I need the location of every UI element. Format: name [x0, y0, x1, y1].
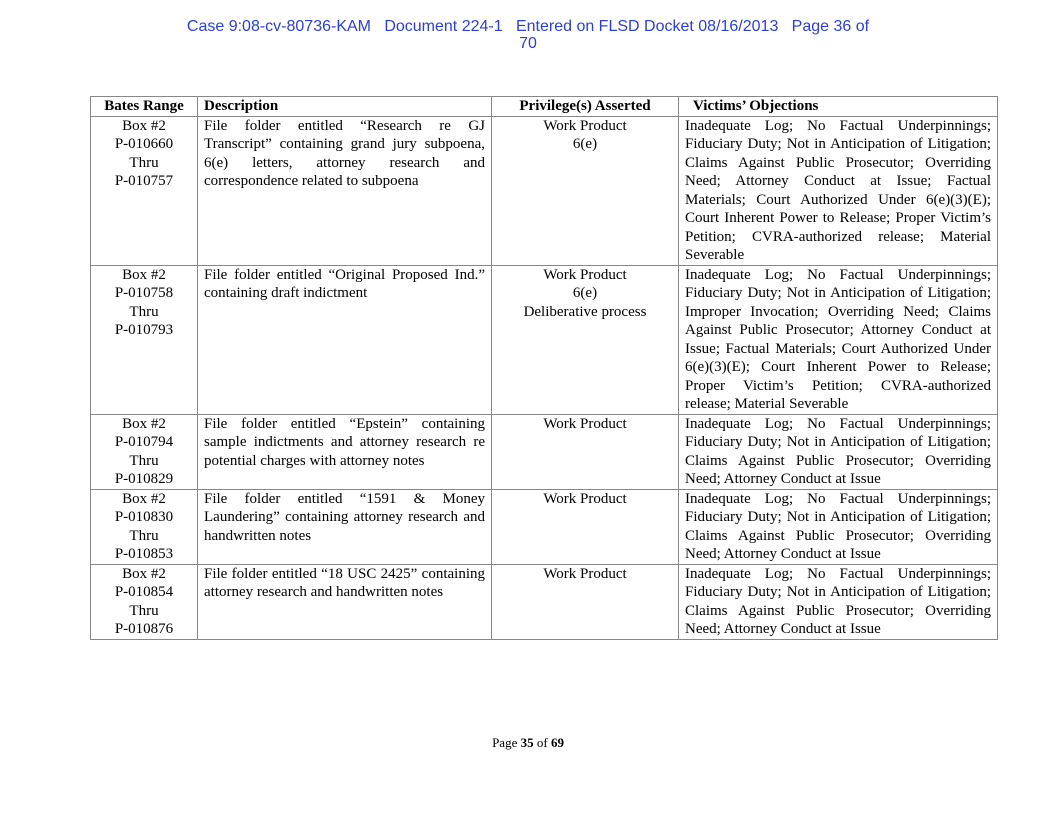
- privileges-cell: [492, 564, 679, 639]
- table-row: [91, 414, 998, 489]
- privilege-item: Deliberative process: [523, 303, 647, 320]
- header-victims-objections: Victims’ Objections: [679, 97, 998, 117]
- bates-line: Thru: [129, 527, 159, 544]
- stamp-line-1: Case 9:08-cv-80736-KAM Document 224-1 Entered on FLSD Docket 08/16/2013 Page 36 of: [186, 18, 870, 35]
- privileges-cell: [492, 489, 679, 564]
- page-footer: [0, 735, 1056, 751]
- description-cell: File folder entitled “Research re GJ Transcript” containing grand jury subpoena, 6(e) letters, attorney research and correspondence related to subpoena: [198, 116, 492, 265]
- bates-line: P-010830: [114, 509, 174, 525]
- footer-total-pages: 69: [550, 735, 564, 750]
- footer-current-page: 35: [520, 735, 534, 750]
- bates-line: P-010793: [114, 322, 174, 338]
- bates-line: Box #2: [122, 415, 166, 432]
- bates-range-cell: [91, 265, 198, 414]
- description-cell: File folder entitled “Epstein” containing sample indictments and attorney research re potential charges with attorney notes: [198, 414, 492, 489]
- table-row: [91, 489, 998, 564]
- table-row: [91, 564, 998, 639]
- bates-range-cell: [91, 414, 198, 489]
- privilege-item: 6(e): [572, 285, 598, 301]
- privilege-item: Work Product: [543, 490, 627, 507]
- description-cell: File folder entitled “18 USC 2425” containing attorney research and handwritten notes: [198, 564, 492, 639]
- objections-cell: Inadequate Log; No Factual Underpinnings; Fiduciary Duty; Not in Anticipation of Litigation; Claims Against Public Prosecutor; Overriding Need; Attorney Conduct at Issue: [679, 414, 998, 489]
- privilege-log-table: [90, 96, 998, 640]
- table-header-row: [91, 97, 998, 117]
- bates-line: Thru: [129, 303, 159, 320]
- objections-cell: Inadequate Log; No Factual Underpinnings; Fiduciary Duty; Not in Anticipation of Litigation; Claims Against Public Prosecutor; Overriding Need; Attorney Conduct at Issue; Factual Materials; Court Authorized Under 6(e)(3)(E); Court Inherent Power to Release; Proper Victim’s Petition; CVRA-authorized release; Material Severable: [679, 116, 998, 265]
- bates-line: Box #2: [122, 266, 166, 283]
- bates-range-cell: [91, 116, 198, 265]
- objections-cell: Inadequate Log; No Factual Underpinnings; Fiduciary Duty; Not in Anticipation of Litigation; Claims Against Public Prosecutor; Overriding Need; Attorney Conduct at Issue: [679, 489, 998, 564]
- privileges-cell: [492, 116, 679, 265]
- bates-line: Box #2: [122, 117, 166, 134]
- objections-cell: Inadequate Log; No Factual Underpinnings; Fiduciary Duty; Not in Anticipation of Litigation; Improper Invocation; Overriding Need; Claims Against Public Prosecutor; Attorney Conduct at Issue; Factual Materials; Court Authorized Under 6(e)(3)(E); Court Inherent Power to Release; Proper Victim’s Petition; CVRA-authorized release; Material Severable: [679, 265, 998, 414]
- bates-line: Thru: [129, 602, 159, 619]
- description-cell: File folder entitled “1591 & Money Laundering” containing attorney research and handwritten notes: [198, 489, 492, 564]
- privilege-item: Work Product: [543, 266, 627, 283]
- bates-line: P-010757: [114, 173, 174, 189]
- footer-of: of: [536, 735, 548, 750]
- table-row: [91, 116, 998, 265]
- description-cell: File folder entitled “Original Proposed Ind.” containing draft indictment: [198, 265, 492, 414]
- bates-line: P-010758: [114, 285, 174, 301]
- bates-line: Box #2: [122, 490, 166, 507]
- header-privileges: Privilege(s) Asserted: [492, 97, 679, 117]
- stamp-line-2: 70: [519, 34, 537, 52]
- bates-line: P-010876: [114, 621, 174, 637]
- bates-range-cell: [91, 564, 198, 639]
- privileges-cell: [492, 265, 679, 414]
- bates-line: Box #2: [122, 565, 166, 582]
- privilege-item: Work Product: [543, 415, 627, 432]
- bates-line: P-010829: [114, 471, 174, 487]
- court-filing-stamp: [0, 19, 1056, 52]
- bates-line: P-010853: [114, 546, 174, 562]
- bates-line: Thru: [129, 154, 159, 171]
- bates-line: Thru: [129, 452, 159, 469]
- objections-cell: Inadequate Log; No Factual Underpinnings; Fiduciary Duty; Not in Anticipation of Litigation; Claims Against Public Prosecutor; Overriding Need; Attorney Conduct at Issue: [679, 564, 998, 639]
- footer-prefix: Page: [492, 735, 518, 750]
- bates-line: P-010854: [114, 584, 174, 600]
- header-description: Description: [198, 97, 492, 117]
- bates-line: P-010794: [114, 434, 174, 450]
- privilege-item: Work Product: [543, 565, 627, 582]
- table-row: [91, 265, 998, 414]
- privilege-item: 6(e): [572, 136, 598, 152]
- privileges-cell: [492, 414, 679, 489]
- bates-line: P-010660: [114, 136, 174, 152]
- privilege-item: Work Product: [543, 117, 627, 134]
- header-bates-range: Bates Range: [91, 97, 198, 117]
- bates-range-cell: [91, 489, 198, 564]
